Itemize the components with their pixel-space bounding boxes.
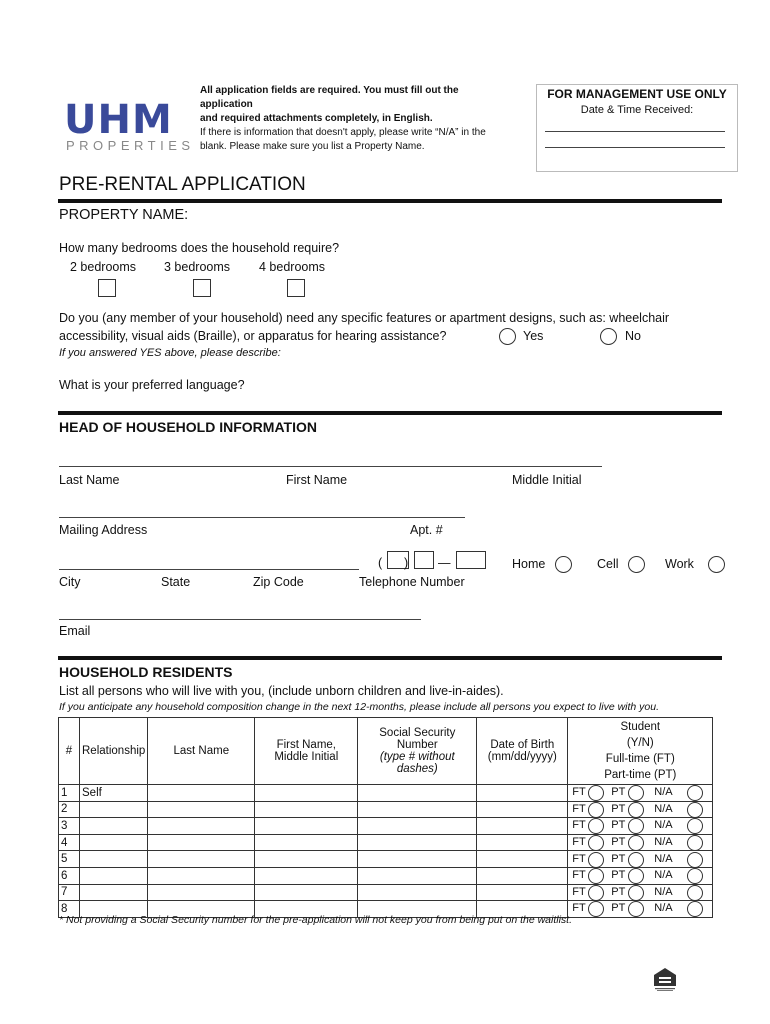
- bedroom-4-checkbox[interactable]: [287, 279, 305, 297]
- row-student: [568, 867, 713, 884]
- row-student: [568, 801, 713, 818]
- col-student-line-4: Part-time (PT): [604, 769, 677, 781]
- email-label: Email: [59, 624, 91, 638]
- row-first-name[interactable]: [255, 801, 358, 818]
- ft-radio[interactable]: [588, 818, 604, 834]
- telephone-label: Telephone Number: [359, 575, 465, 589]
- zip-code-label: Zip Code: [253, 575, 304, 589]
- ft-radio[interactable]: [588, 835, 604, 851]
- table-row: [59, 801, 713, 818]
- work-label: Work: [665, 557, 694, 571]
- pt-radio[interactable]: [628, 868, 644, 884]
- notice-line-2: blank. Please make sure you list a Property Name.: [200, 141, 425, 152]
- col-first-name: [255, 718, 358, 785]
- ft-radio[interactable]: [588, 785, 604, 801]
- bedroom-option-3-label: 3 bedrooms: [164, 260, 231, 274]
- work-radio[interactable]: [708, 556, 725, 573]
- pt-radio[interactable]: [628, 885, 644, 901]
- na-radio[interactable]: [687, 785, 703, 801]
- row-ssn[interactable]: [358, 785, 477, 802]
- row-num: 6: [59, 867, 80, 884]
- cell-label: Cell: [597, 557, 619, 571]
- pt-radio[interactable]: [628, 818, 644, 834]
- home-radio[interactable]: [555, 556, 572, 573]
- col-ssn: [358, 718, 477, 785]
- col-last-name: Last Name: [148, 718, 255, 785]
- na-radio[interactable]: [687, 802, 703, 818]
- na-radio[interactable]: [687, 901, 703, 917]
- col-ssn-line-1: Social Security Number: [379, 727, 456, 751]
- pt-label: PT: [611, 869, 626, 882]
- row-first-name[interactable]: [255, 851, 358, 868]
- row-ssn[interactable]: [358, 834, 477, 851]
- col-first-name-line-1: First Name,: [276, 739, 336, 751]
- last-name-label: Last Name: [59, 473, 120, 487]
- bedroom-option-4-label: 4 bedrooms: [259, 260, 326, 274]
- first-name-label: First Name: [286, 473, 348, 487]
- row-relationship[interactable]: [80, 884, 148, 901]
- col-ssn-line-2: (type # without dashes): [379, 751, 455, 775]
- row-first-name[interactable]: [255, 818, 358, 835]
- row-student: [568, 884, 713, 901]
- table-row: [59, 851, 713, 868]
- instructions-notice: [200, 84, 510, 154]
- bedroom-3-checkbox[interactable]: [193, 279, 211, 297]
- features-question-line-2: accessibility, visual aids (Braille), or apparatus for hearing assistance?: [59, 329, 447, 343]
- na-label: N/A: [654, 869, 673, 882]
- equal-housing-opportunity-icon: [652, 966, 678, 992]
- ft-label: FT: [572, 819, 586, 832]
- row-dob[interactable]: [477, 884, 568, 901]
- features-no-radio[interactable]: [600, 328, 617, 345]
- row-ssn[interactable]: [358, 818, 477, 835]
- row-relationship[interactable]: [80, 851, 148, 868]
- pt-label: PT: [611, 836, 626, 849]
- name-line[interactable]: [59, 466, 602, 467]
- pt-label: PT: [611, 902, 626, 915]
- row-first-name[interactable]: [255, 785, 358, 802]
- ft-radio[interactable]: [588, 901, 604, 917]
- row-student: [568, 818, 713, 835]
- table-row: [59, 785, 713, 802]
- mailing-address-label: Mailing Address: [59, 523, 148, 537]
- row-dob[interactable]: [477, 801, 568, 818]
- na-label: N/A: [654, 786, 673, 799]
- col-student-line-1: Student: [620, 721, 661, 733]
- table-row: [59, 834, 713, 851]
- table-row: [59, 884, 713, 901]
- na-radio[interactable]: [687, 885, 703, 901]
- col-num: #: [59, 718, 80, 785]
- apt-label: Apt. #: [410, 523, 443, 537]
- row-relationship[interactable]: Self: [80, 785, 148, 802]
- phone-line-number-field[interactable]: [456, 551, 486, 569]
- na-label: N/A: [654, 819, 673, 832]
- language-question: What is your preferred language?: [59, 378, 245, 392]
- row-ssn[interactable]: [358, 884, 477, 901]
- home-label: Home: [512, 557, 546, 571]
- phone-dash: —: [438, 556, 451, 570]
- features-question-line-1: Do you (any member of your household) need any specific features or apartment designs, such as: wheelchair: [59, 311, 670, 325]
- mailing-address-line[interactable]: [59, 517, 465, 518]
- pt-radio[interactable]: [628, 852, 644, 868]
- ft-radio[interactable]: [588, 885, 604, 901]
- ft-radio[interactable]: [588, 852, 604, 868]
- row-student: [568, 834, 713, 851]
- col-dob: [477, 718, 568, 785]
- features-no-label: No: [625, 329, 641, 343]
- table-row: [59, 818, 713, 835]
- ft-label: FT: [572, 902, 586, 915]
- property-name-label: PROPERTY NAME:: [59, 207, 189, 223]
- bedroom-option-2-label: 2 bedrooms: [70, 260, 137, 274]
- title-divider: [58, 199, 722, 203]
- row-num: 2: [59, 801, 80, 818]
- notice-bold-line-2: and required attachments completely, in English.: [200, 113, 433, 124]
- pt-radio[interactable]: [628, 785, 644, 801]
- row-num: 1: [59, 785, 80, 802]
- row-last-name[interactable]: [148, 785, 255, 802]
- features-yes-radio[interactable]: [499, 328, 516, 345]
- col-student-line-3: Full-time (FT): [605, 753, 675, 765]
- ft-radio[interactable]: [588, 802, 604, 818]
- col-first-name-line-2: Middle Initial: [274, 751, 339, 763]
- phone-paren-right: ): [404, 556, 409, 570]
- row-dob[interactable]: [477, 851, 568, 868]
- row-first-name[interactable]: [255, 867, 358, 884]
- notice-line-1: If there is information that doesn't apply, please write “N/A” in the: [200, 127, 486, 138]
- city-label: City: [59, 575, 81, 589]
- na-label: N/A: [654, 902, 673, 915]
- logo-uhm: UHM: [64, 97, 173, 143]
- row-ssn[interactable]: [358, 801, 477, 818]
- row-relationship[interactable]: [80, 801, 148, 818]
- residents-header-row: [59, 718, 713, 785]
- phone-paren-left: (: [378, 556, 383, 570]
- residents-divider: [58, 656, 722, 660]
- pt-label: PT: [611, 819, 626, 832]
- row-first-name[interactable]: [255, 834, 358, 851]
- row-last-name[interactable]: [148, 834, 255, 851]
- email-line[interactable]: [59, 619, 421, 620]
- pt-radio[interactable]: [628, 901, 644, 917]
- row-num: 4: [59, 834, 80, 851]
- row-relationship[interactable]: [80, 834, 148, 851]
- state-label: State: [161, 575, 191, 589]
- col-dob-line-1: Date of Birth: [490, 739, 555, 751]
- ft-label: FT: [572, 869, 586, 882]
- page-title: PRE-RENTAL APPLICATION: [59, 174, 306, 195]
- na-label: N/A: [654, 852, 673, 865]
- bedroom-2-checkbox[interactable]: [98, 279, 116, 297]
- row-dob[interactable]: [477, 834, 568, 851]
- row-num: 8: [59, 901, 80, 918]
- city-state-zip-line[interactable]: [59, 569, 359, 570]
- features-yes-label: Yes: [523, 329, 544, 343]
- date-time-received-label: Date & Time Received:: [580, 104, 694, 116]
- ft-label: FT: [572, 852, 586, 865]
- col-student-line-2: (Y/N): [626, 737, 654, 749]
- date-received-line[interactable]: [545, 131, 725, 132]
- row-dob[interactable]: [477, 785, 568, 802]
- row-ssn[interactable]: [358, 867, 477, 884]
- row-num: 7: [59, 884, 80, 901]
- row-last-name[interactable]: [148, 801, 255, 818]
- row-dob[interactable]: [477, 867, 568, 884]
- pt-radio[interactable]: [628, 802, 644, 818]
- row-relationship[interactable]: [80, 818, 148, 835]
- ft-label: FT: [572, 836, 586, 849]
- residents-note: If you anticipate any household composition change in the next 12-months, please include all persons you expect to live with you.: [59, 701, 660, 713]
- col-student: [568, 718, 713, 785]
- ft-label: FT: [572, 786, 586, 799]
- head-of-household-title: HEAD OF HOUSEHOLD INFORMATION: [59, 419, 317, 435]
- col-relationship: Relationship: [80, 718, 148, 785]
- na-label: N/A: [654, 885, 673, 898]
- head-divider: [58, 411, 722, 415]
- residents-intro: List all persons who will live with you, (include unborn children and live-in-aides).: [59, 684, 504, 698]
- row-student: [568, 901, 713, 918]
- time-received-line[interactable]: [545, 147, 725, 148]
- na-radio[interactable]: [687, 835, 703, 851]
- pt-radio[interactable]: [628, 835, 644, 851]
- na-label: N/A: [654, 836, 673, 849]
- bedrooms-question: How many bedrooms does the household require?: [59, 241, 340, 255]
- middle-initial-label: Middle Initial: [512, 473, 582, 487]
- management-box: [536, 84, 738, 172]
- pt-label: PT: [611, 802, 626, 815]
- na-label: N/A: [654, 802, 673, 815]
- row-ssn[interactable]: [358, 851, 477, 868]
- ft-label: FT: [572, 802, 586, 815]
- row-num: 5: [59, 851, 80, 868]
- row-student: [568, 851, 713, 868]
- na-radio[interactable]: [687, 868, 703, 884]
- row-last-name[interactable]: [148, 818, 255, 835]
- logo-properties: PROPERTIES: [66, 138, 195, 153]
- row-last-name[interactable]: [148, 851, 255, 868]
- row-relationship[interactable]: [80, 867, 148, 884]
- cell-radio[interactable]: [628, 556, 645, 573]
- table-row: [59, 867, 713, 884]
- ft-label: FT: [572, 885, 586, 898]
- phone-prefix-field[interactable]: [414, 551, 434, 569]
- ft-radio[interactable]: [588, 868, 604, 884]
- row-student: [568, 785, 713, 802]
- row-last-name[interactable]: [148, 884, 255, 901]
- household-residents-title: HOUSEHOLD RESIDENTS: [59, 664, 233, 680]
- row-dob[interactable]: [477, 818, 568, 835]
- row-num: 3: [59, 818, 80, 835]
- features-describe-label: If you answered YES above, please describe:: [59, 347, 281, 359]
- management-title: FOR MANAGEMENT USE ONLY: [547, 87, 727, 101]
- ssn-footnote: * Not providing a Social Security number for the pre-application will not keep you from being put on the waitlist.: [59, 914, 573, 926]
- pt-label: PT: [611, 852, 626, 865]
- col-dob-line-2: (mm/dd/yyyy): [487, 751, 557, 763]
- row-last-name[interactable]: [148, 867, 255, 884]
- row-first-name[interactable]: [255, 884, 358, 901]
- pt-label: PT: [611, 786, 626, 799]
- residents-table: [58, 717, 713, 918]
- notice-bold-line-1: All application fields are required. You must fill out the application: [200, 85, 459, 110]
- na-radio[interactable]: [687, 852, 703, 868]
- na-radio[interactable]: [687, 818, 703, 834]
- pt-label: PT: [611, 885, 626, 898]
